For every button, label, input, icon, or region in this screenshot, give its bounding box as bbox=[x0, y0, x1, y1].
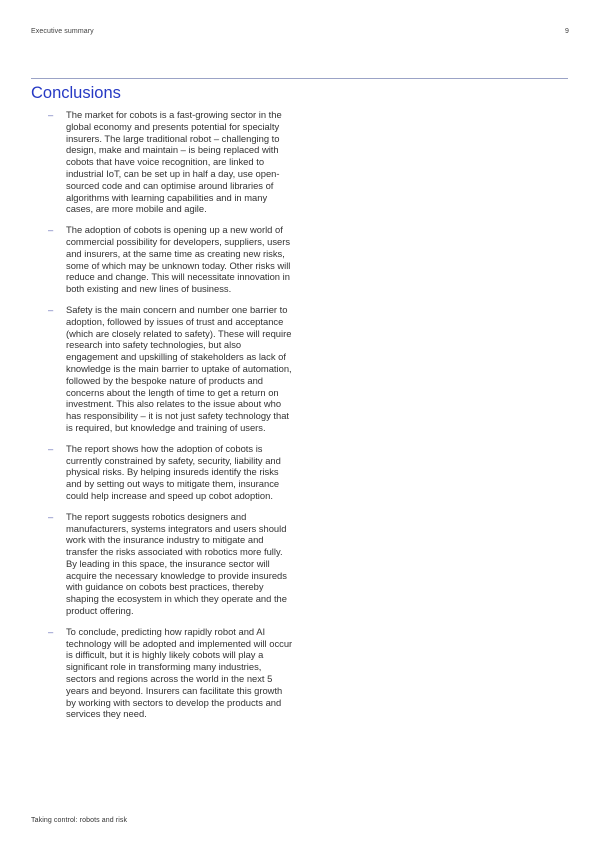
bullet-dash: – bbox=[48, 510, 54, 522]
bullet-text: To conclude, predicting how rapidly robot and AI technology will be adopted and implemented will occur is difficult, but it is highly likely cobots will play a significant role in transforming many industries, sectors and regions across the world in the next 5 years and beyond. Insurers can facilitate this growth by working with sectors to develop the products and services they need. bbox=[66, 625, 293, 720]
bullet-dash: – bbox=[48, 625, 54, 637]
footer-text: Taking control: robots and risk bbox=[31, 817, 128, 824]
bullet-dash: – bbox=[48, 109, 54, 120]
page-title: Conclusions bbox=[31, 84, 121, 102]
bullet-text: The adoption of cobots is opening up a new world of commercial possibility for developers, suppliers, users and insurers, at the same time as creating new risks, some of which may be unknown today. Other risks will reduce and change. This will necessitate innovation in both existing and new lines of business. bbox=[66, 224, 291, 295]
list-item bbox=[48, 304, 294, 434]
list-item bbox=[48, 626, 294, 720]
bullet-text: The report shows how the adoption of cobots is currently constrained by safety, security, liability and physical risks. By helping insureds identify the risks and by setting out ways to mitigate them, insurance could help increase and speed up cobot adoption. bbox=[66, 442, 281, 501]
conclusions-list bbox=[48, 109, 294, 729]
bullet-text: Safety is the main concern and number one barrier to adoption, followed by issues of trust and acceptance (which are closely related to safety). These will require research into safety technologies, but also engagement and upskilling of stakeholders as lack of knowledge is the main barrier to uptake of automation, followed by the bespoke nature of products and concerns about the length of time to get a return on investment. This also relates to the issue about who has responsibility – it is not just safety technology that is required, but knowledge and training of users. bbox=[66, 303, 292, 433]
header-rule bbox=[31, 78, 568, 79]
list-item bbox=[48, 109, 294, 215]
header-section-label: Executive summary bbox=[31, 28, 94, 35]
list-item bbox=[48, 224, 294, 295]
bullet-text: The report suggests robotics designers and manufacturers, systems integrators and users should work with the insurance industry to mitigate and transfer the risks associated with robotics more fully. By leading in this space, the insurance sector will acquire the necessary knowledge to provide insureds with guidance on cobots best practices, thereby shaping the ecosystem in which they operate and the product offering. bbox=[66, 510, 287, 617]
list-item bbox=[48, 511, 294, 617]
page-number: 9 bbox=[565, 28, 569, 35]
list-item bbox=[48, 443, 294, 502]
bullet-text: The market for cobots is a fast-growing sector in the global economy and presents potential for specialty insurers. The large traditional robot – challenging to design, make and maintain – is being replaced with cobots that have voice recognition, are linked to industrial IoT, can be set up in half a day, use open-sourced code and can optimise around libraries of algorithms with learning capabilities and in many cases, are more mobile and agile. bbox=[66, 109, 282, 215]
bullet-dash: – bbox=[48, 303, 54, 315]
bullet-dash: – bbox=[48, 442, 54, 454]
bullet-dash: – bbox=[48, 224, 54, 236]
page-header bbox=[31, 27, 569, 36]
